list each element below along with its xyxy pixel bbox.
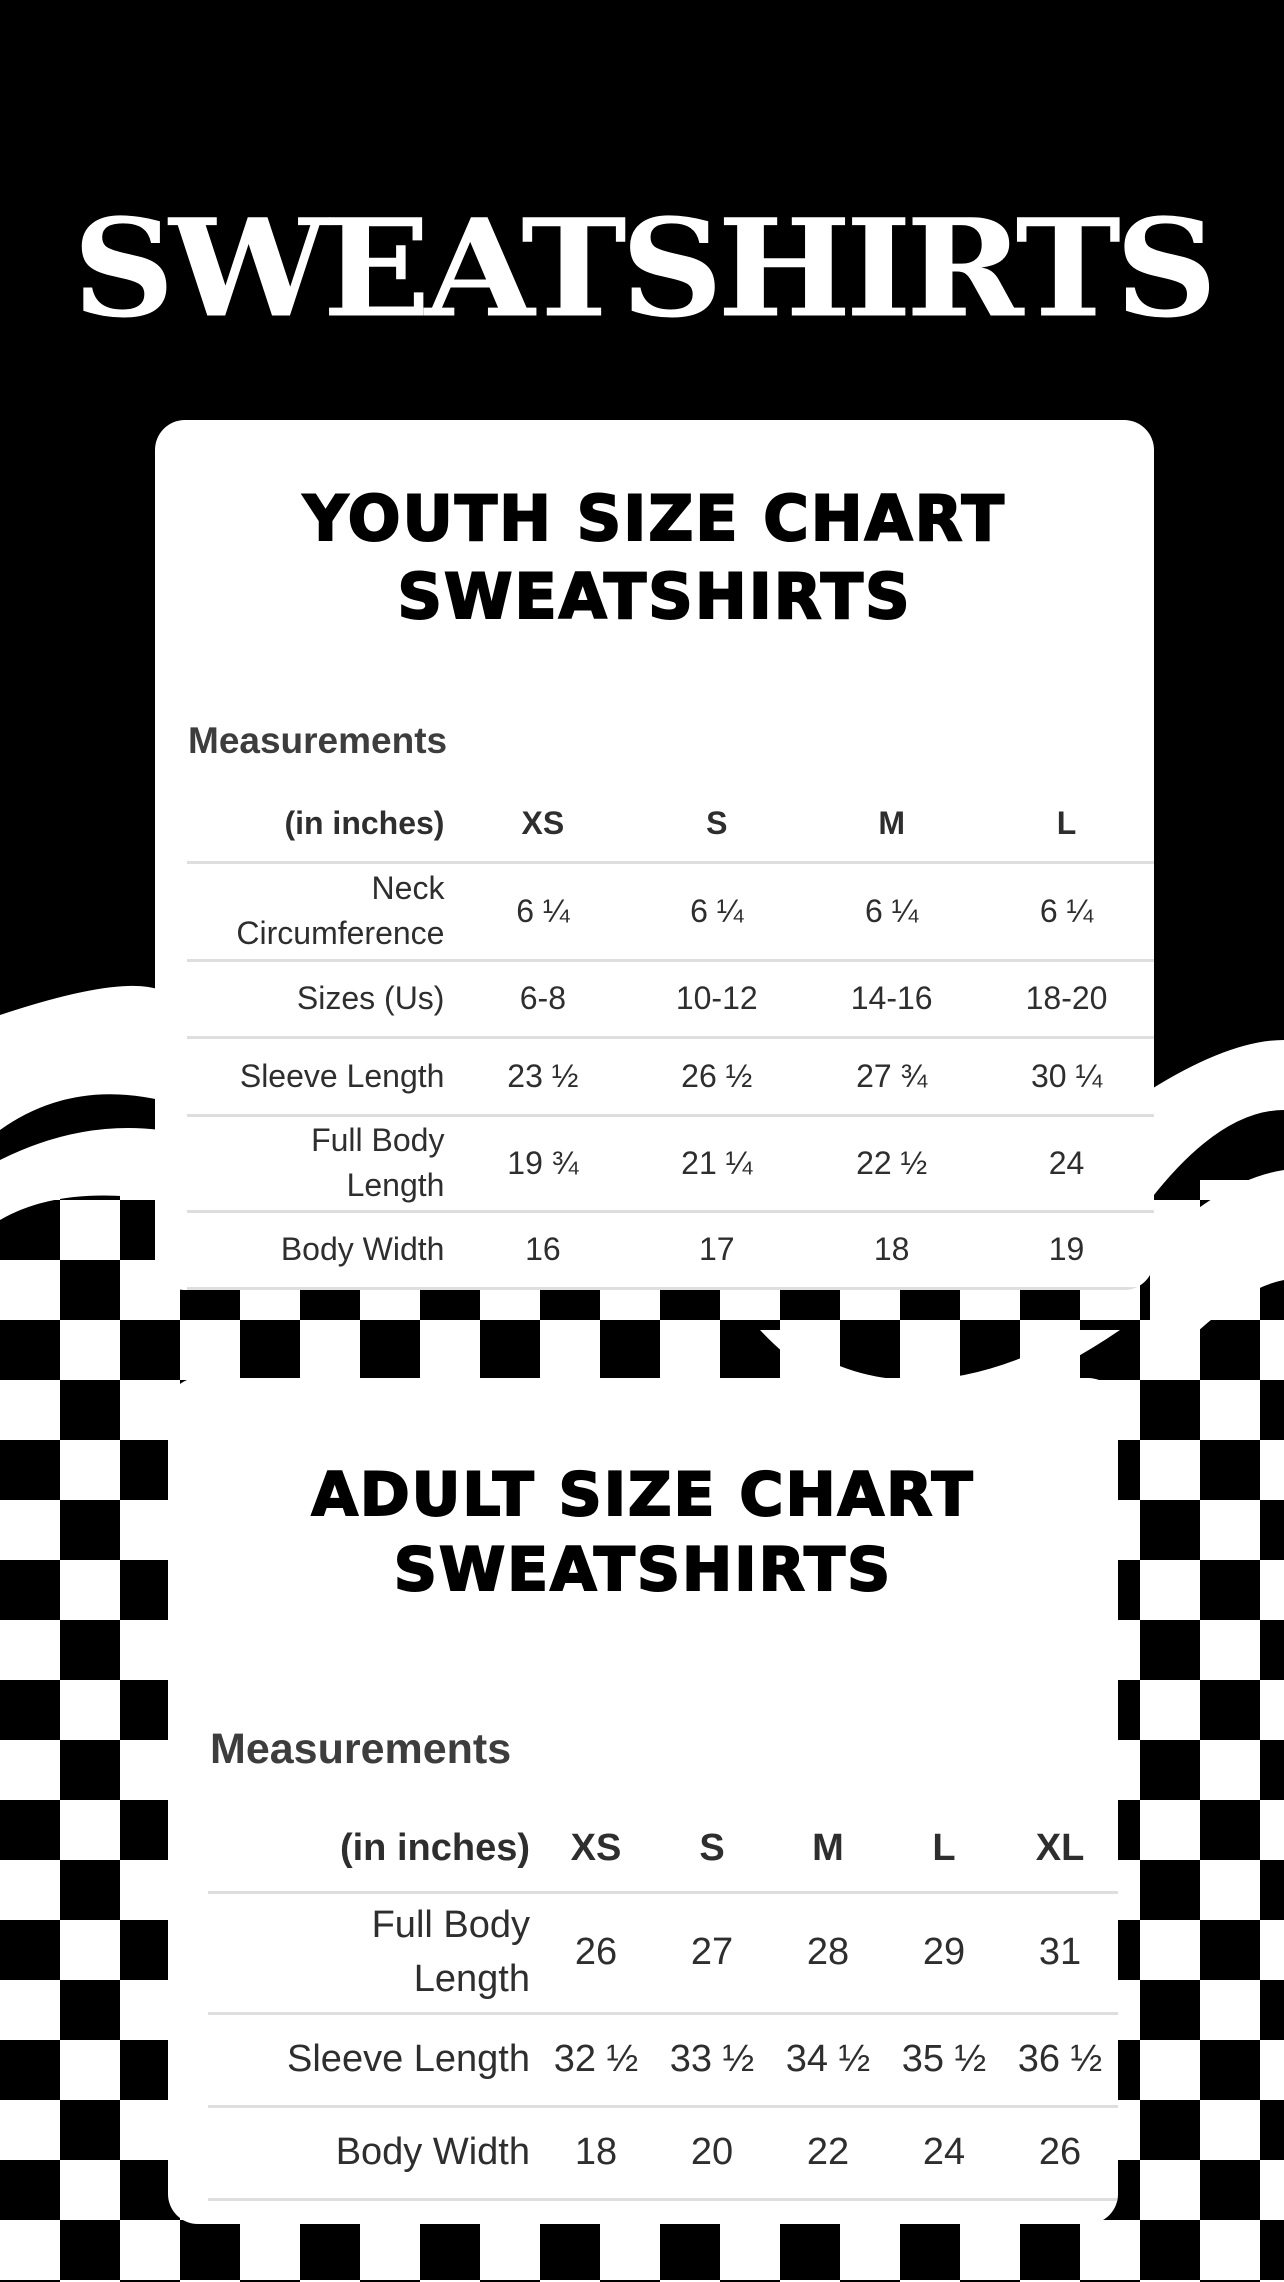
row-label: Full Body Length xyxy=(208,1892,538,2013)
table-cell: 16 xyxy=(456,1211,629,1288)
table-row xyxy=(187,1211,1154,1288)
table-cell: 17 xyxy=(629,1211,804,1288)
youth-unit-header: (in inches) xyxy=(284,805,445,842)
youth-chart-title xyxy=(155,480,1154,635)
row-label: Body Width xyxy=(187,1211,456,1288)
adult-unit-header: (in inches) xyxy=(339,1826,530,1869)
row-label: Sleeve Length xyxy=(208,2013,538,2106)
row-label: Full Body Length xyxy=(187,1115,456,1211)
youth-chart-title-line2: SWEATSHIRTS xyxy=(397,559,912,633)
youth-size-header: XS xyxy=(521,805,565,842)
adult-header-row xyxy=(208,1806,1118,1892)
table-cell: 18-20 xyxy=(979,960,1154,1037)
table-cell: 22 xyxy=(770,2106,886,2199)
adult-chart-title-line1: ADULT SIZE CHART xyxy=(311,1460,975,1530)
table-cell: 28 xyxy=(770,1892,886,2013)
table-cell: 6 ¼ xyxy=(629,862,804,960)
youth-size-header: M xyxy=(878,805,905,842)
table-cell: 23 ½ xyxy=(456,1037,629,1115)
table-row xyxy=(187,1037,1154,1115)
table-cell: 18 xyxy=(538,2106,654,2199)
table-cell: 29 xyxy=(886,1892,1002,2013)
table-cell: 31 xyxy=(1002,1892,1118,2013)
adult-size-header: S xyxy=(699,1826,725,1869)
table-cell: 26 xyxy=(1002,2106,1118,2199)
table-cell: 18 xyxy=(804,1211,979,1288)
table-cell: 33 ½ xyxy=(654,2013,770,2106)
adult-size-header: M xyxy=(812,1826,844,1869)
table-cell: 19 ¾ xyxy=(456,1115,629,1211)
table-cell: 20 xyxy=(654,2106,770,2199)
adult-measurements-label: Measurements xyxy=(210,1725,512,1773)
table-cell: 14-16 xyxy=(804,960,979,1037)
table-cell: 26 xyxy=(538,1892,654,2013)
adult-chart-title-line2: SWEATSHIRTS xyxy=(393,1535,893,1605)
table-cell: 27 ¾ xyxy=(804,1037,979,1115)
youth-size-chart-card xyxy=(155,420,1154,1290)
table-cell: 24 xyxy=(886,2106,1002,2199)
table-cell: 6 ¼ xyxy=(456,862,629,960)
table-row xyxy=(208,1892,1118,2013)
table-cell: 27 xyxy=(654,1892,770,2013)
table-cell: 19 xyxy=(979,1211,1154,1288)
table-cell: 6-8 xyxy=(456,960,629,1037)
youth-chart-title-line1: YOUTH SIZE CHART xyxy=(303,482,1006,555)
row-label: Sizes (Us) xyxy=(187,960,456,1037)
table-cell: 6 ¼ xyxy=(804,862,979,960)
adult-size-header: L xyxy=(932,1826,956,1869)
youth-measurements-label: Measurements xyxy=(188,720,448,761)
table-cell: 6 ¼ xyxy=(979,862,1154,960)
youth-header-row xyxy=(187,787,1154,862)
row-label: Body Width xyxy=(208,2106,538,2199)
table-cell: 26 ½ xyxy=(629,1037,804,1115)
row-label: Neck Circumference xyxy=(187,862,456,960)
table-cell: 32 ½ xyxy=(538,2013,654,2106)
table-row xyxy=(187,960,1154,1037)
table-cell: 34 ½ xyxy=(770,2013,886,2106)
row-label: Sleeve Length xyxy=(187,1037,456,1115)
table-cell: 10-12 xyxy=(629,960,804,1037)
table-cell: 35 ½ xyxy=(886,2013,1002,2106)
table-cell: 22 ½ xyxy=(804,1115,979,1211)
table-cell: 30 ¼ xyxy=(979,1037,1154,1115)
table-cell: 36 ½ xyxy=(1002,2013,1118,2106)
table-cell: 24 xyxy=(979,1115,1154,1211)
youth-size-header: L xyxy=(1056,805,1077,842)
adult-size-header: XS xyxy=(570,1826,622,1869)
adult-size-header: XL xyxy=(1035,1826,1085,1869)
table-cell: 21 ¼ xyxy=(629,1115,804,1211)
table-row xyxy=(208,2013,1118,2106)
youth-size-table xyxy=(187,787,1154,1290)
table-row xyxy=(208,2106,1118,2199)
youth-size-header: S xyxy=(706,805,728,842)
adult-size-chart-card xyxy=(168,1378,1118,2224)
adult-chart-title xyxy=(168,1458,1118,1608)
table-row xyxy=(187,862,1154,960)
adult-size-table xyxy=(208,1806,1118,2201)
page-headline: SWEATSHIRTS xyxy=(72,190,1212,348)
table-row xyxy=(187,1115,1154,1211)
